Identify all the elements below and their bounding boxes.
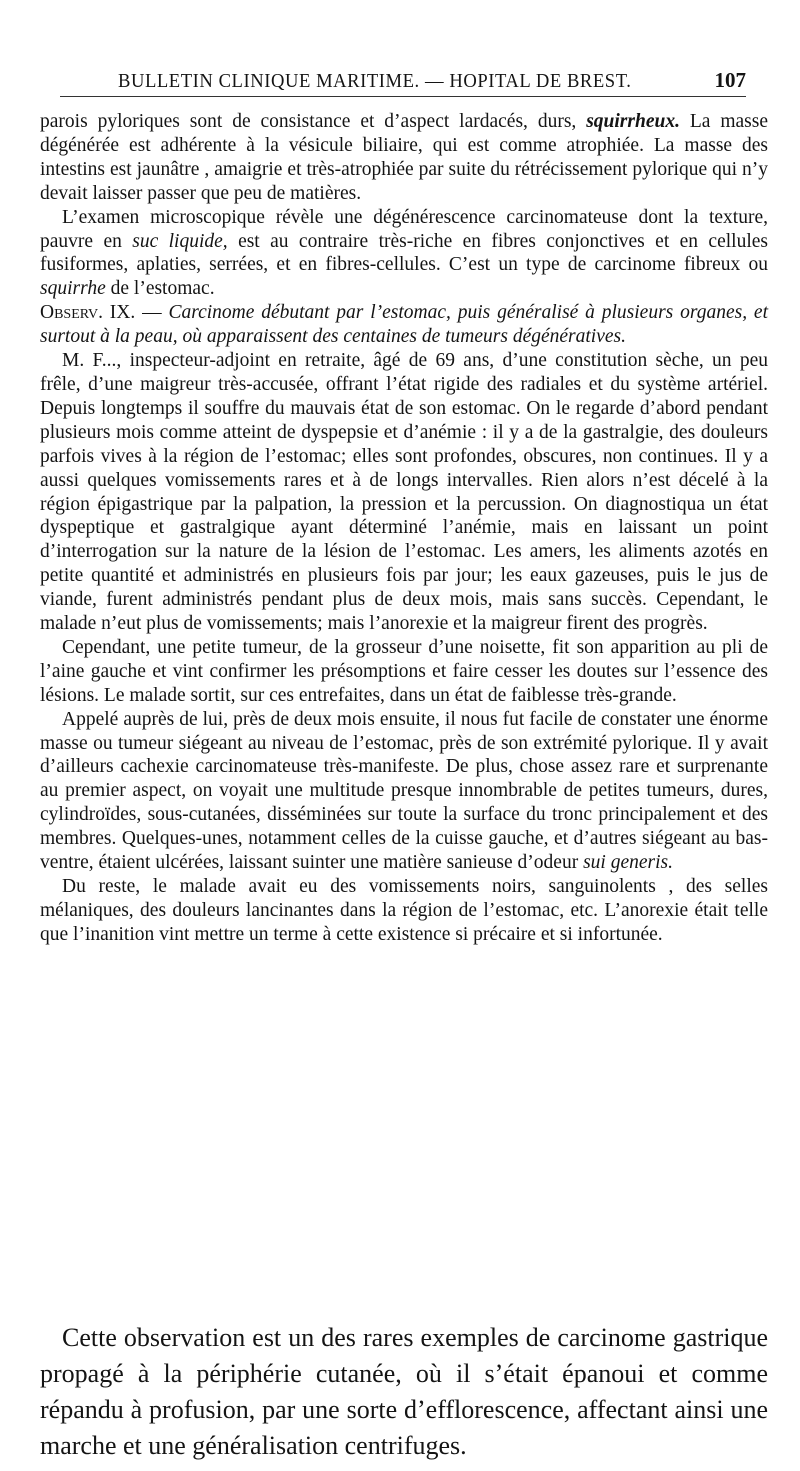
observation-title: Carcinome débutant par l’estomac, puis généralisé à plusieurs organes, et surtout à la peau, où apparaissent des centaines de tumeurs dégénératives.	[40, 302, 769, 348]
text-run: est au contraire très-riche en fibres conjonctives et en cellules fusiformes, aplaties, serrées, et en fibres-cellules. C’est un type de carcinome fibreux ou	[40, 230, 768, 276]
text-run: parois pyloriques sont de consistance et d’aspect lardacés, durs,	[40, 111, 587, 132]
italic-term: squirrheux.	[586, 111, 680, 132]
italic-term: suc liquide,	[132, 230, 228, 252]
running-title: BULLETIN CLINIQUE MARITIME. — HOPITAL DE BREST.	[118, 70, 632, 92]
text-run: Appelé auprès de lui, près de deux mois ensuite, il nous fut facile de constater une énorme masse ou tumeur siégeant au niveau de l’estomac, près de son extrémité pylorique. Il y avait d’ailleurs cachexie carcinomateuse très-manifeste. De plus, chose assez rare et surprenante au premier aspect, on voyait une multitude presque innombrable de petites tumeurs, dures, cylindroïdes, sous-cutanées, disséminées sur toute la surface du tronc principalement et des membres. Quelques-unes, notamment celles de la cuisse gauche, et d’autres siégeant au bas-ventre, étaient ulcérées, laissant suinter une matière sanieuse d’odeur	[40, 708, 768, 874]
body-text	[40, 110, 768, 947]
paragraph-examination	[40, 708, 768, 875]
observation-number: IX. —	[102, 302, 169, 324]
conclusion-paragraph: Cette observation est un des rares exemples de carcinome gastrique propagé à la périphérie cutanée, où il s’était épanoui et comme répandu à profusion, par une sorte d’efflorescence, affectant ainsi une marche et une généralisation centrifuges.	[40, 1323, 768, 1460]
observation-label: Observ.	[40, 302, 103, 324]
paragraph-outcome: Du reste, le malade avait eu des vomissements noirs, sanguinolents , des selles mélaniques, des douleurs lancinantes dans la région de l’estomac, etc. L’anorexie était telle que l’inanition vint mettre un terme à cette existence si précaire et si infortunée.	[40, 876, 768, 945]
paragraph-tumor-appearance: Cependant, une petite tumeur, de la grosseur d’une noisette, fit son apparition au pli de l’aine gauche et vint confirmer les présomptions et faire cesser les doutes sur l’essence des lésions. Le malade sortit, sur ces entrefaites, dans un état de faiblesse très-grande.	[40, 636, 768, 706]
italic-term: sui generis.	[583, 852, 673, 874]
observation-heading	[40, 301, 768, 349]
paragraph-patient-history: M. F..., inspecteur-adjoint en retraite, âgé de 69 ans, d’une constitution sèche, un peu frêle, d’une maigreur très-accusée, offrant l’état rigide des radiales et du système artériel. Depuis longtemps il souffre du mauvais état de son estomac. On le regarde d’abord pendant plusieurs mois comme atteint de dyspepsie et d’anémie : il y a de la gastralgie, des douleurs parfois vives à la région de l’estomac; elles sont profondes, obscures, non continues. Il y a aussi quelques vomissements rares et à de longs intervalles. Rien alors n’est décelé à la région épigastrique par la palpation, la pression et la percussion. On diagnostiqua un état dyspeptique et gastralgique ayant déterminé l’anémie, mais en laissant un point d’interrogation sur la nature de la lésion de l’estomac. Les amers, les aliments azotés en petite quantité et administrés en plusieurs fois par jour; les eaux gazeuses, puis le jus de viande, furent administrés pendant plus de deux mois, mais sans succès. Cependant, le malade n’eut plus de vomissements; mais l’anorexie et la maigreur firent des progrès.	[40, 350, 768, 635]
paragraph-microscopy	[40, 206, 768, 302]
text-run: de l’estomac.	[105, 278, 215, 300]
italic-term: squirrhe	[40, 278, 106, 300]
paragraph-autopsy-continued	[40, 110, 768, 206]
text-run: La masse dégénérée est adhérente à la vésicule biliaire, qui est comme atrophiée. La masse des intestins est jaunâtre , amaigrie et très-atrophiée par suite du rétrécissement pylorique qui n’y devait laisser passer que peu de matières.	[40, 111, 768, 204]
page-header	[60, 66, 746, 97]
page-number: 107	[714, 68, 746, 92]
text-run: L’examen microscopique révèle une dégénérescence carcinomateuse dont la texture, pauvre en	[40, 206, 768, 252]
